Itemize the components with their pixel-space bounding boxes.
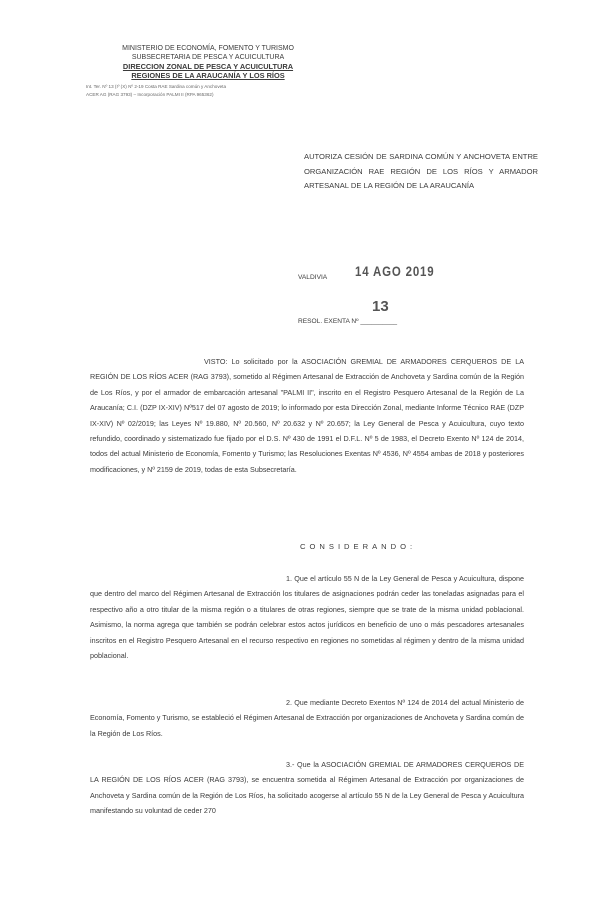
regiones-name: REGIONES DE LA ARAUCANÍA Y LOS RÍOS <box>131 71 285 80</box>
resolution-line <box>298 318 397 325</box>
considerando-paragraph-2 <box>90 695 524 741</box>
direccion-name: DIRECCION ZONAL DE PESCA Y ACUICULTURA <box>122 62 294 71</box>
place-label: VALDIVIA <box>298 274 328 281</box>
considerando-text-1: 1. Que el artículo 55 N de la Ley General de Pesca y Acuicultura, dispone que dentro del marco del Régimen Artesanal de Extracción los titulares de asignaciones podrán ceder las toneladas asignadas para el respectivo año a otro titular de la misma región o a titulares de otras regiones, siempre que se trate de la misma unidad poblacional. Asimismo, la norma agrega que también se podrán celebrar estos actos jurídicos en beneficio de uno o más pescadores artesanales inscritos en el Registro Pesquero Artesanal en el recurso respectivo en regiones no sometidas al régimen y dentro de la misma unidad poblacional. <box>90 574 524 661</box>
date-stamp: 14 AGO 2019 <box>355 263 435 279</box>
resolution-blank: __________ <box>360 318 398 325</box>
considerando-paragraph-1 <box>90 571 524 663</box>
considerando-text-2: 2. Que mediante Decreto Exentos Nº 124 de 2014 del actual Ministerio de Economía, Fomento y Turismo, se estableció el Régimen Artesanal de Extracción por organizaciones de Anchoveta y Sardina común de la Región de Los Ríos. <box>90 698 524 738</box>
letterhead <box>98 44 318 80</box>
letterhead-reference-2: ACER AG (RAG 3793) – Incorporación PALMI II (RPA 965362) <box>86 92 214 97</box>
considerando-paragraph-3 <box>90 757 524 819</box>
considerando-heading: CONSIDERANDO: <box>300 542 417 551</box>
ministry-name: MINISTERIO DE ECONOMÍA, FOMENTO Y TURISMO <box>122 45 294 52</box>
subsecretaria-name: SUBSECRETARIA DE PESCA Y ACUICULTURA <box>131 54 285 61</box>
visto-paragraph <box>90 354 524 477</box>
resolution-number: 13 <box>372 298 389 315</box>
letterhead-reference-1: Int. Ter. Nº 13 (Iº (X) Nº 2-19 Costa RAE Sardina común y Anchoveta <box>86 84 227 89</box>
considerando-text-3: 3.- Que la ASOCIACIÓN GREMIAL DE ARMADORES CERQUEROS DE LA REGIÓN DE LOS RÍOS ACER (RAG 3793), se encuentra sometida al Régimen Artesanal de Extracción por organizaciones de Anchoveta y Sardina común de la Región de Los Ríos, ha solicitado acogerse al artículo 55 N de la Ley General de Pesca y Acuicultura manifestando su voluntad de ceder 270 <box>90 760 524 816</box>
document-subject: AUTORIZA CESIÓN DE SARDINA COMÚN Y ANCHOVETA ENTRE ORGANIZACIÓN RAE REGIÓN DE LOS RÍOS Y ARMADOR ARTESANAL DE LA REGIÓN DE LA ARAUCANÍA <box>304 152 538 191</box>
resolution-label: RESOL. EXENTA Nº <box>298 318 359 325</box>
visto-text: VISTO: Lo solicitado por la ASOCIACIÓN GREMIAL DE ARMADORES CERQUEROS DE LA REGIÓN DE LOS RÍOS ACER (RAG 3793), sometido al Régimen Artesanal de Extracción de Anchoveta y Sardina común de la Región de Los Ríos, y por el armador de embarcación artesanal "PALMI II", inscrito en el Registro Pesquero Artesanal de la Región de La Araucanía; C.I. (DZP IX-XIV) Nº517 del 07 agosto de 2019; lo informado por esta Dirección Zonal, mediante Informe Técnico RAE (DZP IX-XIV) Nº 02/2019; las Leyes Nº 19.880, Nº 20.560, Nº 20.632 y Nº 20.657; la Ley General de Pesca y Acuicultura, cuyo texto refundido, coordinado y sistematizado fue fijado por el D.S. Nº 430 de 1991 el D.F.L. Nº 5 de 1983, el Decreto Exento Nº 124 de 2014, todos del actual Ministerio de Economía, Fomento y Turismo; las Resoluciones Exentas Nº 4536, Nº 4554 ambas de 2018 y posteriores modificaciones, y Nº 2159 de 2019, todas de esta Subsecretaría. <box>90 357 524 474</box>
